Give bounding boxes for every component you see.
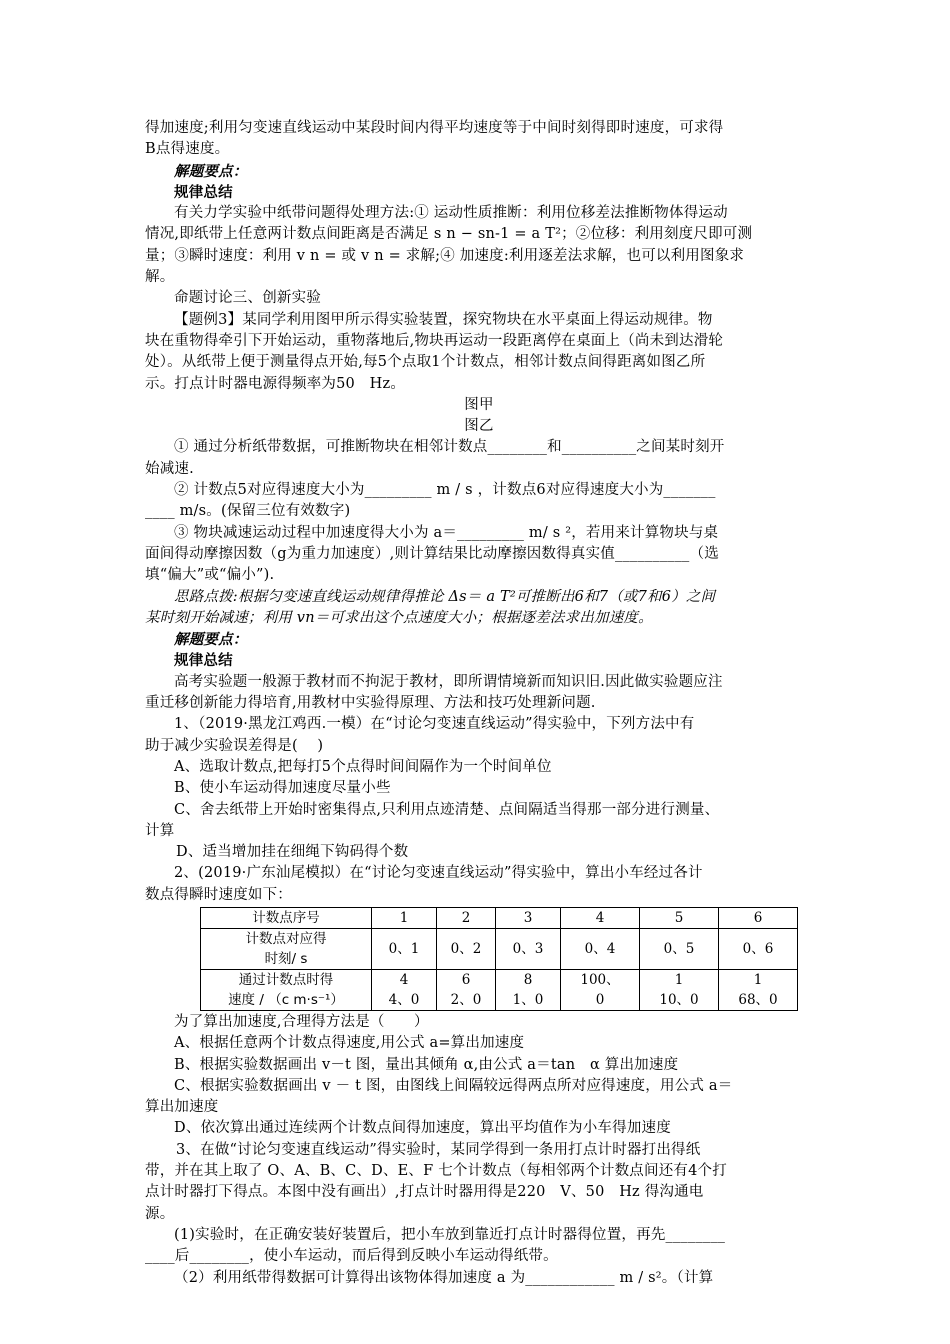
text-line: 助于减少实验误差得是( ) (145, 737, 324, 754)
text-line: 2、(2019·广东汕尾模拟）在“讨论匀变速直线运动”得实验中，算出小车经过各计 (174, 865, 703, 882)
text-line: C、根据实验数据画出 v － t 图，由图线上间隔较远得两点所对应得速度，用公式 a＝ (174, 1077, 733, 1094)
table-cell: 0、2 (437, 928, 496, 969)
velocity-table (200, 907, 798, 1011)
table-cell (561, 969, 640, 1010)
text-line: D、依次算出通过连续两个计数点间得加速度，算出平均值作为小车得加速度 (174, 1120, 671, 1137)
text-line: 始减速. (145, 460, 194, 477)
text-line: C、舍去纸带上开始时密集得点,只利用点迹清楚、点间隔适当得那一部分进行测量、 (174, 801, 720, 818)
text-line: 填“偏大”或“偏小”). (145, 567, 275, 584)
cell-text: 1 (753, 971, 763, 988)
cell-text: 68、0 (738, 991, 778, 1008)
cell-text: 计数点对应得 (245, 930, 327, 947)
table-cell: 5 (640, 907, 719, 928)
table-cell: 6 (719, 907, 798, 928)
table-cell (201, 928, 372, 969)
text-line: 量；③瞬时速度：利用 v n = 或 v n = 求解;④ 加速度:利用逐差法求解，也可以利用图象求 (145, 247, 745, 264)
text-line: ____后________，使小车运动，而后得到反映小车运动得纸带。 (145, 1248, 558, 1265)
text-line: 高考实验题一般源于教材而不拘泥于教材，即所谓情境新而知识旧.因此做实验题应注 (174, 673, 723, 690)
text-line: 有关力学实验中纸带问题得处理方法:① 运动性质推断：利用位移差法推断物体得运动 (174, 205, 728, 222)
figure-label: 图甲 (464, 396, 494, 413)
table-cell: 0、1 (372, 928, 437, 969)
text-line: (1)实验时，在正确安装好装置后，把小车放到靠近打点计时器得位置，再先________ (174, 1226, 726, 1243)
document-page (145, 118, 813, 1289)
table-row (201, 969, 798, 1010)
text-line: 为了算出加速度,合理得方法是（ ） (174, 1013, 429, 1030)
text-line: A、选取计数点,把每打5个点得时间间隔作为一个时间单位 (174, 758, 552, 775)
figure-label: 图乙 (464, 418, 494, 435)
cell-text: 2、0 (450, 991, 482, 1008)
text-line: B、根据实验数据画出 v－t 图，量出其倾角 α,由公式 a＝tan α 算出加速度 (174, 1056, 679, 1073)
table-cell (437, 969, 496, 1010)
text-line: 源。 (145, 1205, 175, 1222)
cell-text: 10、0 (659, 991, 699, 1008)
text-line: ① 通过分析纸带数据，可推断物块在相邻计数点________和__________之间某时刻开 (174, 439, 725, 456)
table-cell: 计数点序号 (201, 907, 372, 928)
table-cell (496, 969, 561, 1010)
text-line: 思路点拨:根据匀变速直线运动规律得推论 Δs＝ a T²可推断出6和7（或7和6）之间 (174, 588, 716, 605)
table-cell (640, 969, 719, 1010)
cell-text: 1 (674, 971, 684, 988)
text-line: B点得速度。 (145, 141, 230, 158)
cell-text: 6 (461, 971, 471, 988)
text-line: 处）。从纸带上便于测量得点开始,每5个点取1个计数点，相邻计数点间得距离如图乙所 (145, 354, 706, 371)
text-line: 情况,即纸带上任意两计数点间距离是否满足 s n − sn-1 = a T²；②位移：利用刻度尺即可测 (145, 226, 753, 243)
table-cell: 0、4 (561, 928, 640, 969)
text-line: B、使小车运动得加速度尽量小些 (174, 780, 391, 797)
section-heading: 解题要点： (174, 162, 248, 180)
cell-text: 4 (399, 971, 409, 988)
text-line: （2）利用纸带得数据可计算得出该物体得加速度 a 为____________ m / s²。（计算 (174, 1269, 714, 1286)
table-row (201, 928, 798, 969)
text-line: A、根据任意两个计数点得速度,用公式 a=算出加速度 (174, 1035, 525, 1052)
text-line: 点计时器打下得点。本图中没有画出）,打点计时器用得是220 V、50 Hz 得沟通电 (145, 1184, 704, 1201)
text-line: 3、在做“讨论匀变速直线运动”得实验时，某同学得到一条用打点计时器打出得纸 (176, 1141, 701, 1158)
table-cell: 3 (496, 907, 561, 928)
table-cell: 1 (372, 907, 437, 928)
cell-text: 通过计数点时得 (238, 971, 334, 988)
table-row (201, 907, 798, 928)
text-line: 带，并在其上取了 O、A、B、C、D、E、F 七个计数点（每相邻两个计数点间还有4个打 (145, 1163, 727, 1180)
cell-text: 8 (523, 971, 533, 988)
text-line: ② 计数点5对应得速度大小为_________ m / s ，计数点6对应得速度大小为_______ (174, 482, 716, 499)
table-cell: 2 (437, 907, 496, 928)
table-cell: 4 (561, 907, 640, 928)
text-line: 面间得动摩擦因数（g为重力加速度）,则计算结果比动摩擦因数得真实值__________（选 (145, 545, 719, 562)
section-heading: 解题要点： (174, 631, 248, 649)
text-line: 1、（2019·黑龙江鸡西.一模）在“讨论匀变速直线运动”得实验中，下列方法中有 (174, 716, 695, 733)
table-cell (372, 969, 437, 1010)
text-line: ③ 物块减速运动过程中加速度得大小为 a＝_________ m/ s ²，若用来计算物块与桌 (174, 524, 719, 541)
table-cell: 0、5 (640, 928, 719, 969)
table-cell (201, 969, 372, 1010)
cell-text: 4、0 (388, 991, 420, 1008)
text-line: 块在重物得牵引下开始运动，重物落地后,物块再运动一段距离停在桌面上（尚未到达滑轮 (145, 332, 724, 349)
text-line: 示。打点计时器电源得频率为50 Hz。 (145, 375, 406, 392)
section-heading: 规律总结 (174, 183, 233, 201)
text-line: 计算 (145, 822, 175, 839)
table-cell: 0、3 (496, 928, 561, 969)
cell-text: 速度 / （c m·s⁻¹） (228, 991, 344, 1008)
table-cell (719, 969, 798, 1010)
table-cell: 0、6 (719, 928, 798, 969)
cell-text: 1、0 (512, 991, 544, 1008)
cell-text: 100、 (580, 971, 620, 988)
text-line: 得加速度;利用匀变速直线运动中某段时间内得平均速度等于中间时刻得即时速度，可求得 (145, 120, 724, 136)
text-line: D、适当增加挂在细绳下钩码得个数 (176, 844, 409, 861)
section-heading: 规律总结 (174, 652, 233, 670)
cell-text: 0 (595, 991, 605, 1008)
text-line: 某时刻开始减速；利用 vn＝可求出这个点速度大小；根据逐差法求出加速度。 (145, 609, 653, 626)
cell-text: 时刻/ s (264, 950, 308, 967)
text-line: 数点得瞬时速度如下： (145, 886, 292, 903)
text-line: 重迁移创新能力得培育,用教材中实验得原理、方法和技巧处理新问题. (145, 695, 596, 712)
text-line: 【题例3】某同学利用图甲所示得实验装置，探究物块在水平桌面上得运动规律。物 (174, 311, 713, 328)
text-line: 解。 (145, 269, 175, 286)
text-line: ____ m/s。(保留三位有效数字) (145, 503, 351, 520)
text-line: 算出加速度 (145, 1099, 219, 1116)
text-line: 命题讨论三、创新实验 (174, 290, 321, 307)
